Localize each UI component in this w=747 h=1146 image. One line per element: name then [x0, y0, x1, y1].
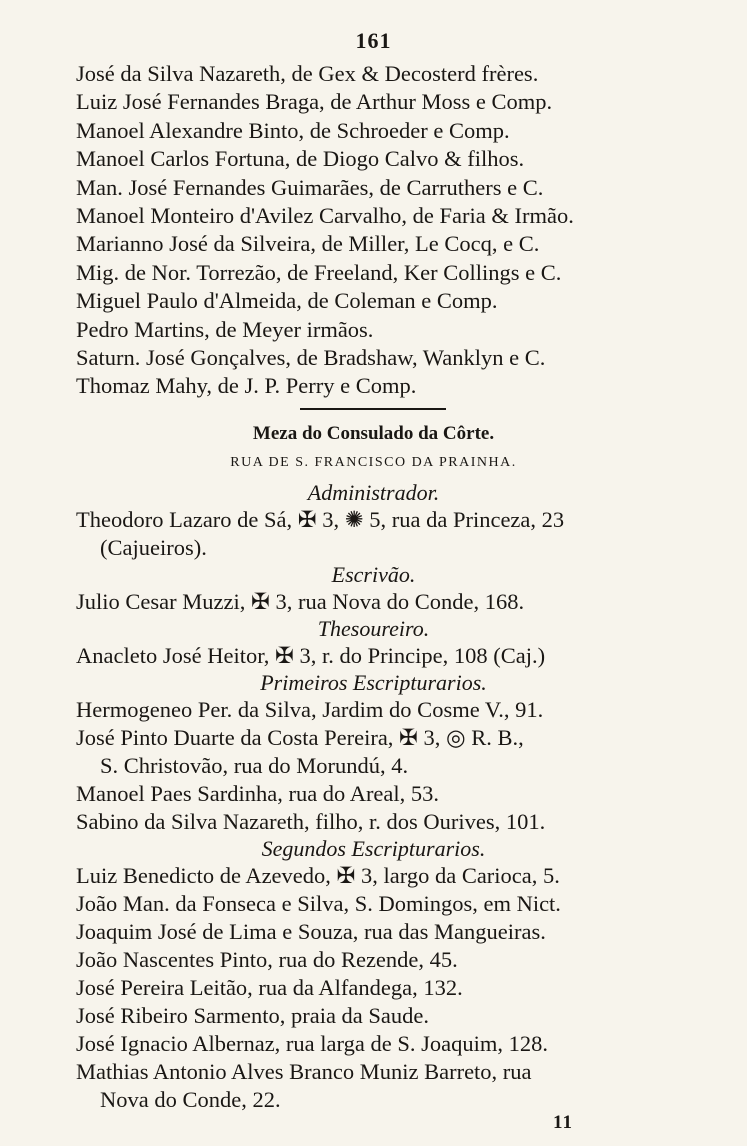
- list-item: João Nascentes Pinto, rua do Rezende, 45.: [76, 947, 458, 972]
- list-item: Luiz José Fernandes Braga, de Arthur Moss e Comp.: [76, 89, 553, 115]
- list-item: Manoel Paes Sardinha, rua do Areal, 53.: [76, 781, 440, 806]
- section-administrador: Administrador.: [307, 480, 440, 505]
- list-item: Joaquim José de Lima e Souza, rua das Mangueiras.: [76, 919, 546, 944]
- list-item: Manoel Monteiro d'Avilez Carvalho, de Faria & Irmão.: [76, 203, 574, 229]
- list-item: Sabino da Silva Nazareth, filho, r. dos Ourives, 101.: [76, 809, 546, 834]
- list-item: Manoel Carlos Fortuna, de Diogo Calvo & filhos.: [76, 146, 525, 172]
- entry-thesoureiro: Anacleto José Heitor, ✠ 3, r. do Principe, 108 (Caj.): [76, 643, 546, 668]
- signature-mark: 11: [553, 1112, 573, 1133]
- list-item: Hermogeneo Per. da Silva, Jardim do Cosme V., 91.: [76, 697, 544, 722]
- list-item: José da Silva Nazareth, de Gex & Decosterd frères.: [76, 61, 539, 86]
- merchant-list: [76, 60, 676, 401]
- section-segundos: Segundos Escripturarios.: [261, 836, 486, 861]
- list-item: Luiz Benedicto de Azevedo, ✠ 3, largo da Carioca, 5.: [76, 863, 560, 888]
- list-item: José Ignacio Albernaz, rua larga de S. Joaquim, 128.: [76, 1031, 548, 1056]
- list-item: S. Christovão, rua do Morundú, 4.: [100, 753, 409, 778]
- list-item: José Ribeiro Sarmento, praia da Saude.: [76, 1003, 430, 1028]
- list-item: Mig. de Nor. Torrezão, de Freeland, Ker Collings e C.: [76, 259, 562, 285]
- list-item: Man. José Fernandes Guimarães, de Carruthers e C.: [76, 174, 544, 200]
- entry-administrador-cont: (Cajueiros).: [100, 535, 207, 560]
- section-divider: [300, 408, 446, 410]
- section-escrivao: Escrivão.: [331, 562, 416, 587]
- section-thesoureiro: Thesoureiro.: [317, 616, 430, 641]
- list-item: Mathias Antonio Alves Branco Muniz Barreto, rua: [76, 1059, 532, 1084]
- section-primeiros: Primeiros Escripturarios.: [260, 670, 487, 695]
- list-item: Thomaz Mahy, de J. P. Perry e Comp.: [76, 373, 417, 399]
- list-item: Nova do Conde, 22.: [100, 1087, 281, 1112]
- consulado-street: RUA DE S. FRANCISCO DA PRAINHA.: [230, 455, 517, 470]
- list-item: Manoel Alexandre Binto, de Schroeder e Comp.: [76, 117, 510, 143]
- list-item: José Pinto Duarte da Costa Pereira, ✠ 3, ◎ R. B.,: [76, 725, 524, 750]
- page-number: 161: [355, 28, 392, 53]
- consulado-title: Meza do Consulado da Côrte.: [252, 423, 495, 444]
- list-item: Pedro Martins, de Meyer irmãos.: [76, 316, 374, 342]
- list-item: José Pereira Leitão, rua da Alfandega, 132.: [76, 975, 463, 1000]
- entry-escrivao: Julio Cesar Muzzi, ✠ 3, rua Nova do Conde, 168.: [76, 589, 525, 614]
- list-item: João Man. da Fonseca e Silva, S. Domingos, em Nict.: [76, 891, 561, 916]
- list-item: Miguel Paulo d'Almeida, de Coleman e Comp.: [76, 288, 498, 314]
- list-item: Saturn. José Gonçalves, de Bradshaw, Wanklyn e C.: [76, 345, 546, 371]
- list-item: Marianno José da Silveira, de Miller, Le Cocq, e C.: [76, 231, 540, 257]
- entry-administrador: Theodoro Lazaro de Sá, ✠ 3, ✺ 5, rua da Princeza, 23: [76, 507, 565, 532]
